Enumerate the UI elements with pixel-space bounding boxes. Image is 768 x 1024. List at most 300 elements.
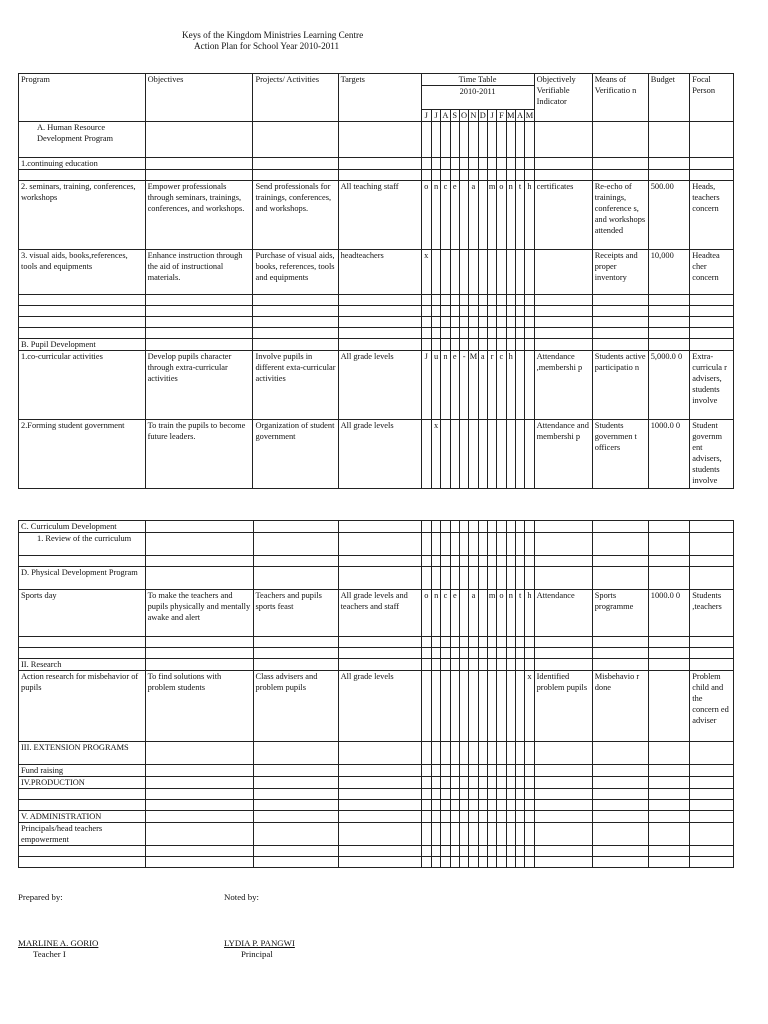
program-cell bbox=[19, 170, 146, 181]
program-cell: 1. Review of the curriculum bbox=[19, 533, 146, 556]
month-cell: J bbox=[421, 351, 431, 420]
objectives-cell bbox=[145, 533, 253, 556]
table-row bbox=[19, 295, 734, 306]
table-row bbox=[19, 765, 734, 777]
month-cell bbox=[478, 567, 487, 590]
month-cell bbox=[487, 857, 496, 868]
verification-cell: Receipts and proper inventory bbox=[592, 250, 648, 295]
month-cell bbox=[525, 846, 534, 857]
program-cell bbox=[19, 317, 146, 328]
table-row bbox=[19, 659, 734, 671]
month-cell bbox=[469, 420, 478, 489]
month-cell bbox=[450, 250, 459, 295]
month-cell bbox=[515, 811, 524, 823]
month-cell bbox=[506, 811, 515, 823]
month-cell bbox=[421, 789, 431, 800]
focal-person-cell bbox=[690, 637, 734, 648]
month-cell bbox=[497, 648, 506, 659]
month-cell bbox=[478, 765, 487, 777]
indicator-cell bbox=[534, 777, 592, 789]
month-cell: e bbox=[450, 590, 459, 637]
month-cell: u bbox=[431, 351, 440, 420]
month-cell bbox=[487, 823, 496, 846]
indicator-cell bbox=[534, 811, 592, 823]
month-cell bbox=[421, 521, 431, 533]
table-row bbox=[19, 800, 734, 811]
month-cell: x bbox=[421, 250, 431, 295]
focal-person-cell: Heads, teachers concern bbox=[690, 181, 734, 250]
month-cell bbox=[487, 671, 496, 742]
objectives-cell bbox=[145, 823, 253, 846]
month-cell bbox=[459, 181, 468, 250]
month-cell bbox=[459, 339, 468, 351]
month-header-0: J bbox=[421, 110, 431, 122]
month-cell bbox=[497, 556, 506, 567]
month-cell bbox=[525, 158, 534, 170]
targets-cell: All grade levels bbox=[338, 351, 421, 420]
projects-cell bbox=[253, 317, 338, 328]
month-cell bbox=[421, 328, 431, 339]
focal-person-cell bbox=[690, 556, 734, 567]
verification-cell bbox=[592, 317, 648, 328]
month-cell bbox=[469, 637, 478, 648]
budget-cell bbox=[648, 317, 690, 328]
indicator-cell bbox=[534, 637, 592, 648]
targets-cell bbox=[338, 777, 421, 789]
verification-cell bbox=[592, 789, 648, 800]
month-cell: a bbox=[469, 181, 478, 250]
month-cell bbox=[487, 250, 496, 295]
verification-cell bbox=[592, 857, 648, 868]
month-cell bbox=[497, 339, 506, 351]
budget-cell bbox=[648, 170, 690, 181]
table-row bbox=[19, 590, 734, 637]
month-cell bbox=[497, 857, 506, 868]
month-cell: c bbox=[441, 181, 450, 250]
col-header-budget: Budget bbox=[648, 74, 690, 122]
month-cell bbox=[497, 671, 506, 742]
budget-cell bbox=[648, 823, 690, 846]
objectives-cell bbox=[145, 637, 253, 648]
month-cell bbox=[469, 777, 478, 789]
month-cell: n bbox=[432, 590, 441, 637]
targets-cell bbox=[338, 339, 421, 351]
indicator-cell bbox=[534, 170, 592, 181]
month-cell bbox=[459, 122, 468, 158]
month-cell bbox=[432, 811, 441, 823]
month-cell bbox=[515, 789, 524, 800]
table-row bbox=[19, 339, 734, 351]
month-cell bbox=[506, 742, 515, 765]
program-cell: Sports day bbox=[19, 590, 146, 637]
month-header-5: N bbox=[470, 111, 477, 120]
month-cell bbox=[478, 671, 487, 742]
table-row bbox=[19, 170, 734, 181]
projects-cell bbox=[253, 823, 338, 846]
month-cell bbox=[487, 742, 496, 765]
month-cell bbox=[459, 846, 468, 857]
table-row bbox=[19, 328, 734, 339]
col-header-targets: Targets bbox=[338, 74, 421, 122]
budget-cell bbox=[648, 339, 690, 351]
month-cell bbox=[459, 590, 468, 637]
indicator-cell: Identified problem pupils bbox=[534, 671, 592, 742]
month-cell bbox=[506, 521, 515, 533]
month-cell bbox=[525, 317, 534, 328]
month-cell bbox=[515, 648, 524, 659]
month-cell bbox=[459, 158, 468, 170]
month-cell bbox=[506, 823, 515, 846]
month-cell bbox=[478, 181, 487, 250]
month-cell bbox=[469, 556, 478, 567]
verification-cell bbox=[592, 533, 648, 556]
month-cell: h bbox=[525, 181, 534, 250]
targets-cell bbox=[338, 765, 421, 777]
month-cell bbox=[497, 158, 506, 170]
objectives-cell bbox=[145, 846, 253, 857]
verification-cell bbox=[592, 339, 648, 351]
month-cell bbox=[431, 317, 440, 328]
projects-cell: Organization of student government bbox=[253, 420, 338, 489]
month-cell bbox=[432, 823, 441, 846]
budget-cell: 10,000 bbox=[648, 250, 690, 295]
objectives-cell: To make the teachers and pupils physically and mentally awake and alert bbox=[145, 590, 253, 637]
verification-cell bbox=[592, 556, 648, 567]
month-cell bbox=[469, 567, 478, 590]
focal-person-cell bbox=[690, 295, 734, 306]
month-cell bbox=[459, 637, 468, 648]
focal-person-cell bbox=[690, 648, 734, 659]
indicator-cell bbox=[534, 742, 592, 765]
month-cell bbox=[515, 521, 524, 533]
month-cell bbox=[525, 857, 534, 868]
month-cell bbox=[506, 777, 515, 789]
month-cell bbox=[432, 742, 441, 765]
program-cell: 3. visual aids, books,references, tools and equipments bbox=[19, 250, 146, 295]
month-cell bbox=[506, 556, 515, 567]
focal-person-cell bbox=[690, 306, 734, 317]
indicator-cell bbox=[534, 328, 592, 339]
program-cell: III. EXTENSION PROGRAMS bbox=[19, 742, 146, 765]
indicator-cell bbox=[534, 158, 592, 170]
month-cell: o bbox=[421, 590, 431, 637]
month-cell bbox=[459, 659, 468, 671]
projects-cell bbox=[253, 295, 338, 306]
budget-cell bbox=[648, 742, 690, 765]
month-cell bbox=[421, 170, 431, 181]
focal-person-cell bbox=[690, 170, 734, 181]
table-row bbox=[19, 533, 734, 556]
month-cell bbox=[525, 800, 534, 811]
verification-cell bbox=[592, 295, 648, 306]
month-cell bbox=[469, 765, 478, 777]
month-cell bbox=[469, 789, 478, 800]
projects-cell bbox=[253, 648, 338, 659]
focal-person-cell bbox=[690, 789, 734, 800]
indicator-cell bbox=[534, 306, 592, 317]
month-cell bbox=[450, 533, 459, 556]
table-row bbox=[19, 857, 734, 868]
month-cell bbox=[506, 789, 515, 800]
budget-cell bbox=[648, 328, 690, 339]
month-cell bbox=[459, 250, 468, 295]
col-header-projects: Projects/ Activities bbox=[253, 74, 338, 122]
program-cell bbox=[19, 328, 146, 339]
month-cell bbox=[441, 317, 450, 328]
prepared-by-label: Prepared by: bbox=[18, 892, 63, 902]
col-header-timetable: Time Table bbox=[421, 74, 534, 86]
month-cell: h bbox=[506, 351, 515, 420]
table-row bbox=[19, 789, 734, 800]
month-cell bbox=[478, 823, 487, 846]
month-cell bbox=[441, 659, 450, 671]
month-cell bbox=[441, 671, 450, 742]
month-cell bbox=[459, 811, 468, 823]
budget-cell bbox=[648, 533, 690, 556]
indicator-cell: certificates bbox=[534, 181, 592, 250]
indicator-cell bbox=[534, 567, 592, 590]
projects-cell bbox=[253, 777, 338, 789]
program-cell bbox=[19, 857, 146, 868]
month-cell bbox=[506, 306, 515, 317]
month-cell bbox=[450, 659, 459, 671]
program-cell: C. Curriculum Development bbox=[19, 521, 146, 533]
col-header-program: Program bbox=[19, 74, 146, 122]
month-cell bbox=[459, 521, 468, 533]
month-cell bbox=[441, 533, 450, 556]
targets-cell bbox=[338, 295, 421, 306]
projects-cell: Send professionals for trainings, conferences, and workshops. bbox=[253, 181, 338, 250]
month-cell: n bbox=[506, 181, 515, 250]
month-cell bbox=[525, 420, 534, 489]
month-cell bbox=[459, 567, 468, 590]
focal-person-cell bbox=[690, 857, 734, 868]
month-cell bbox=[515, 533, 524, 556]
month-cell bbox=[506, 637, 515, 648]
month-cell bbox=[478, 317, 487, 328]
targets-cell: headteachers bbox=[338, 250, 421, 295]
month-cell bbox=[506, 122, 515, 158]
targets-cell bbox=[338, 170, 421, 181]
month-cell bbox=[421, 671, 431, 742]
month-cell bbox=[487, 420, 496, 489]
month-cell bbox=[450, 306, 459, 317]
month-cell bbox=[421, 811, 431, 823]
targets-cell: All grade levels and teachers and staff bbox=[338, 590, 421, 637]
targets-cell bbox=[338, 317, 421, 328]
verification-cell bbox=[592, 637, 648, 648]
month-cell bbox=[421, 122, 431, 158]
indicator-cell bbox=[534, 521, 592, 533]
projects-cell bbox=[253, 811, 338, 823]
verification-cell bbox=[592, 811, 648, 823]
month-cell bbox=[478, 420, 487, 489]
month-cell bbox=[441, 789, 450, 800]
projects-cell bbox=[253, 800, 338, 811]
verification-cell bbox=[592, 158, 648, 170]
targets-cell bbox=[338, 800, 421, 811]
indicator-cell bbox=[534, 122, 592, 158]
month-cell bbox=[497, 521, 506, 533]
month-cell bbox=[450, 648, 459, 659]
month-cell bbox=[487, 170, 496, 181]
noted-by-label: Noted by: bbox=[224, 892, 259, 902]
month-cell bbox=[421, 823, 431, 846]
objectives-cell bbox=[145, 648, 253, 659]
month-cell bbox=[469, 648, 478, 659]
month-cell bbox=[487, 765, 496, 777]
targets-cell: All teaching staff bbox=[338, 181, 421, 250]
focal-person-cell bbox=[690, 339, 734, 351]
month-cell bbox=[515, 637, 524, 648]
month-cell: x bbox=[525, 671, 534, 742]
month-cell bbox=[506, 295, 515, 306]
objectives-cell bbox=[145, 339, 253, 351]
month-cell bbox=[497, 659, 506, 671]
month-cell bbox=[478, 811, 487, 823]
month-cell: e bbox=[450, 181, 459, 250]
month-cell bbox=[487, 122, 496, 158]
month-cell bbox=[469, 158, 478, 170]
month-cell bbox=[441, 777, 450, 789]
month-cell bbox=[450, 823, 459, 846]
budget-cell: 500.00 bbox=[648, 181, 690, 250]
objectives-cell bbox=[145, 521, 253, 533]
projects-cell: Teachers and pupils sports feast bbox=[253, 590, 338, 637]
month-cell bbox=[515, 339, 524, 351]
objectives-cell: Enhance instruction through the aid of instructional materials. bbox=[145, 250, 253, 295]
month-cell bbox=[487, 648, 496, 659]
verification-cell bbox=[592, 800, 648, 811]
program-cell bbox=[19, 637, 146, 648]
month-cell bbox=[487, 789, 496, 800]
month-cell bbox=[469, 533, 478, 556]
month-cell bbox=[450, 811, 459, 823]
month-cell bbox=[459, 648, 468, 659]
month-cell bbox=[441, 556, 450, 567]
program-cell bbox=[19, 789, 146, 800]
projects-cell bbox=[253, 742, 338, 765]
month-cell bbox=[441, 567, 450, 590]
month-cell bbox=[441, 742, 450, 765]
objectives-cell: To find solutions with problem students bbox=[145, 671, 253, 742]
month-cell bbox=[450, 846, 459, 857]
indicator-cell bbox=[534, 846, 592, 857]
month-cell bbox=[421, 556, 431, 567]
month-cell bbox=[450, 328, 459, 339]
month-cell bbox=[431, 295, 440, 306]
targets-cell bbox=[338, 306, 421, 317]
month-cell bbox=[506, 659, 515, 671]
month-cell bbox=[525, 765, 534, 777]
month-cell bbox=[506, 857, 515, 868]
targets-cell bbox=[338, 823, 421, 846]
month-cell bbox=[421, 777, 431, 789]
month-cell bbox=[525, 339, 534, 351]
objectives-cell bbox=[145, 317, 253, 328]
focal-person-cell bbox=[690, 317, 734, 328]
month-header-10: A bbox=[517, 111, 524, 120]
focal-person-cell: Extra-curricula r advisers, students involve bbox=[690, 351, 734, 420]
verification-cell bbox=[592, 306, 648, 317]
focal-person-cell: Students ,teachers bbox=[690, 590, 734, 637]
month-cell bbox=[478, 250, 487, 295]
month-cell bbox=[441, 420, 450, 489]
month-cell bbox=[525, 295, 534, 306]
month-cell: M bbox=[469, 351, 478, 420]
indicator-cell bbox=[534, 317, 592, 328]
table-row bbox=[19, 181, 734, 250]
table-row bbox=[19, 351, 734, 420]
month-cell bbox=[515, 567, 524, 590]
targets-cell bbox=[338, 811, 421, 823]
focal-person-cell bbox=[690, 777, 734, 789]
month-cell bbox=[459, 823, 468, 846]
month-cell bbox=[478, 521, 487, 533]
indicator-cell bbox=[534, 823, 592, 846]
month-cell: e bbox=[450, 351, 459, 420]
month-cell bbox=[497, 420, 506, 489]
verification-cell bbox=[592, 823, 648, 846]
month-header-11: M bbox=[525, 111, 534, 120]
month-cell bbox=[431, 158, 440, 170]
month-cell bbox=[487, 317, 496, 328]
month-cell bbox=[469, 659, 478, 671]
month-cell bbox=[487, 556, 496, 567]
month-cell bbox=[497, 811, 506, 823]
verification-cell bbox=[592, 742, 648, 765]
verification-cell bbox=[592, 846, 648, 857]
month-cell bbox=[497, 317, 506, 328]
month-cell bbox=[497, 306, 506, 317]
focal-person-cell bbox=[690, 533, 734, 556]
projects-cell bbox=[253, 306, 338, 317]
month-cell bbox=[478, 742, 487, 765]
objectives-cell bbox=[145, 556, 253, 567]
program-cell: A. Human Resource Development Program bbox=[19, 122, 146, 158]
month-cell bbox=[506, 800, 515, 811]
indicator-cell bbox=[534, 800, 592, 811]
indicator-cell bbox=[534, 295, 592, 306]
month-cell bbox=[487, 533, 496, 556]
month-cell bbox=[478, 306, 487, 317]
month-cell bbox=[469, 857, 478, 868]
month-cell bbox=[450, 789, 459, 800]
verification-cell bbox=[592, 328, 648, 339]
objectives-cell bbox=[145, 742, 253, 765]
month-cell bbox=[421, 800, 431, 811]
month-cell: t bbox=[515, 181, 524, 250]
month-cell bbox=[478, 789, 487, 800]
indicator-cell bbox=[534, 765, 592, 777]
month-cell bbox=[431, 170, 440, 181]
month-cell bbox=[459, 857, 468, 868]
month-cell bbox=[469, 339, 478, 351]
month-cell: o bbox=[421, 181, 431, 250]
projects-cell bbox=[253, 789, 338, 800]
table-row bbox=[19, 556, 734, 567]
month-cell bbox=[459, 317, 468, 328]
projects-cell: Purchase of visual aids, books, references, tools and equipments bbox=[253, 250, 338, 295]
budget-cell bbox=[648, 158, 690, 170]
month-cell bbox=[487, 521, 496, 533]
focal-person-cell bbox=[690, 800, 734, 811]
focal-person-cell bbox=[690, 765, 734, 777]
focal-person-cell: Headtea cher concern bbox=[690, 250, 734, 295]
month-cell bbox=[450, 777, 459, 789]
month-cell bbox=[525, 351, 534, 420]
verification-cell: Students governmen t officers bbox=[592, 420, 648, 489]
